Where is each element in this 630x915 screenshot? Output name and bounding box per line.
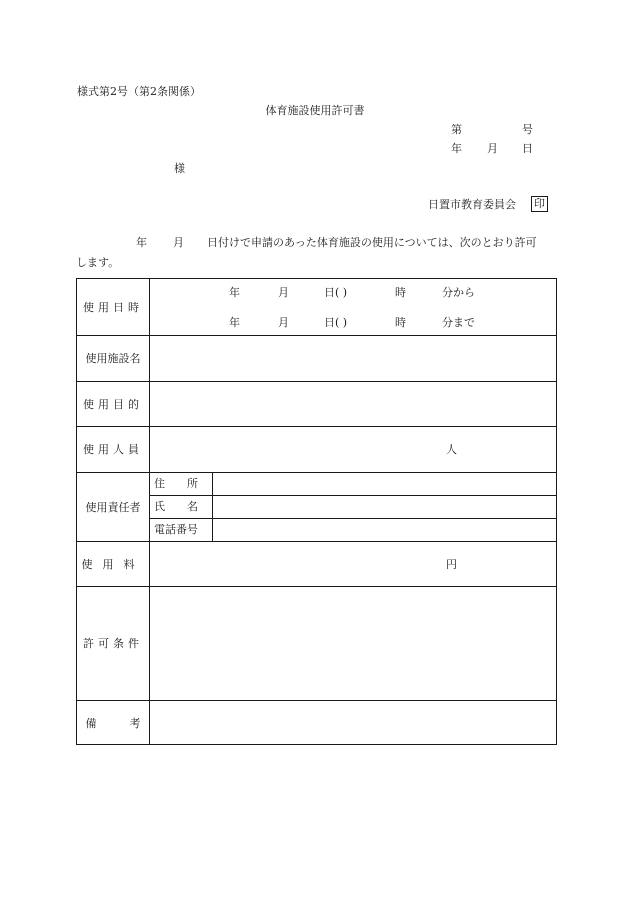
purpose-field[interactable]	[150, 382, 556, 426]
issuer-name: 日置市教育委員会	[428, 198, 516, 211]
fee-unit: 円	[446, 558, 457, 571]
permit-table	[76, 278, 557, 745]
responsible-name-label: 氏 名	[154, 500, 198, 513]
datetime-start-minute: 分から	[442, 286, 475, 299]
fee-label: 使用料	[81, 557, 145, 571]
datetime-start-day: 日( )	[324, 286, 348, 299]
seal-mark: 印	[531, 196, 548, 212]
datetime-end-minute: 分まで	[442, 316, 475, 329]
statement-year: 年	[136, 236, 147, 249]
datetime-start-hour: 時	[395, 286, 406, 299]
facility-field[interactable]	[150, 336, 556, 381]
facility-label: 使用施設名	[85, 352, 141, 365]
issue-date-month: 月	[487, 142, 498, 155]
issue-date-day: 日	[522, 142, 533, 155]
statement-month: 月	[173, 236, 184, 249]
datetime-end-day: 日( )	[324, 316, 348, 329]
purpose-label: 使用目的	[83, 397, 143, 411]
datetime-start-month: 月	[278, 286, 289, 299]
conditions-label: 許可条件	[83, 637, 143, 650]
responsible-label: 使用責任者	[85, 500, 141, 514]
document-title: 体育施設使用許可書	[265, 104, 365, 117]
datetime-label: 使用日時	[83, 301, 143, 314]
issue-date-year: 年	[451, 142, 462, 155]
people-label: 使用人員	[83, 443, 143, 456]
document-number-suffix: 号	[522, 123, 533, 136]
statement-text: 日付けで申請のあった体育施設の使用については、次のとおり許可	[207, 236, 537, 249]
responsible-address-label: 住 所	[154, 477, 198, 490]
responsible-phone-label: 電話番号	[154, 523, 198, 536]
datetime-end-month: 月	[278, 316, 289, 329]
datetime-end-year: 年	[229, 316, 240, 329]
remarks-label: 備 考	[85, 716, 141, 730]
document-number-prefix: 第	[451, 123, 462, 136]
datetime-end-hour: 時	[395, 316, 406, 329]
datetime-start-year: 年	[229, 286, 240, 299]
recipient-honorific: 様	[174, 162, 185, 175]
form-number-label: 様式第2号（第2条関係）	[77, 85, 201, 98]
people-unit: 人	[446, 443, 457, 456]
statement-continuation: します。	[76, 256, 120, 269]
